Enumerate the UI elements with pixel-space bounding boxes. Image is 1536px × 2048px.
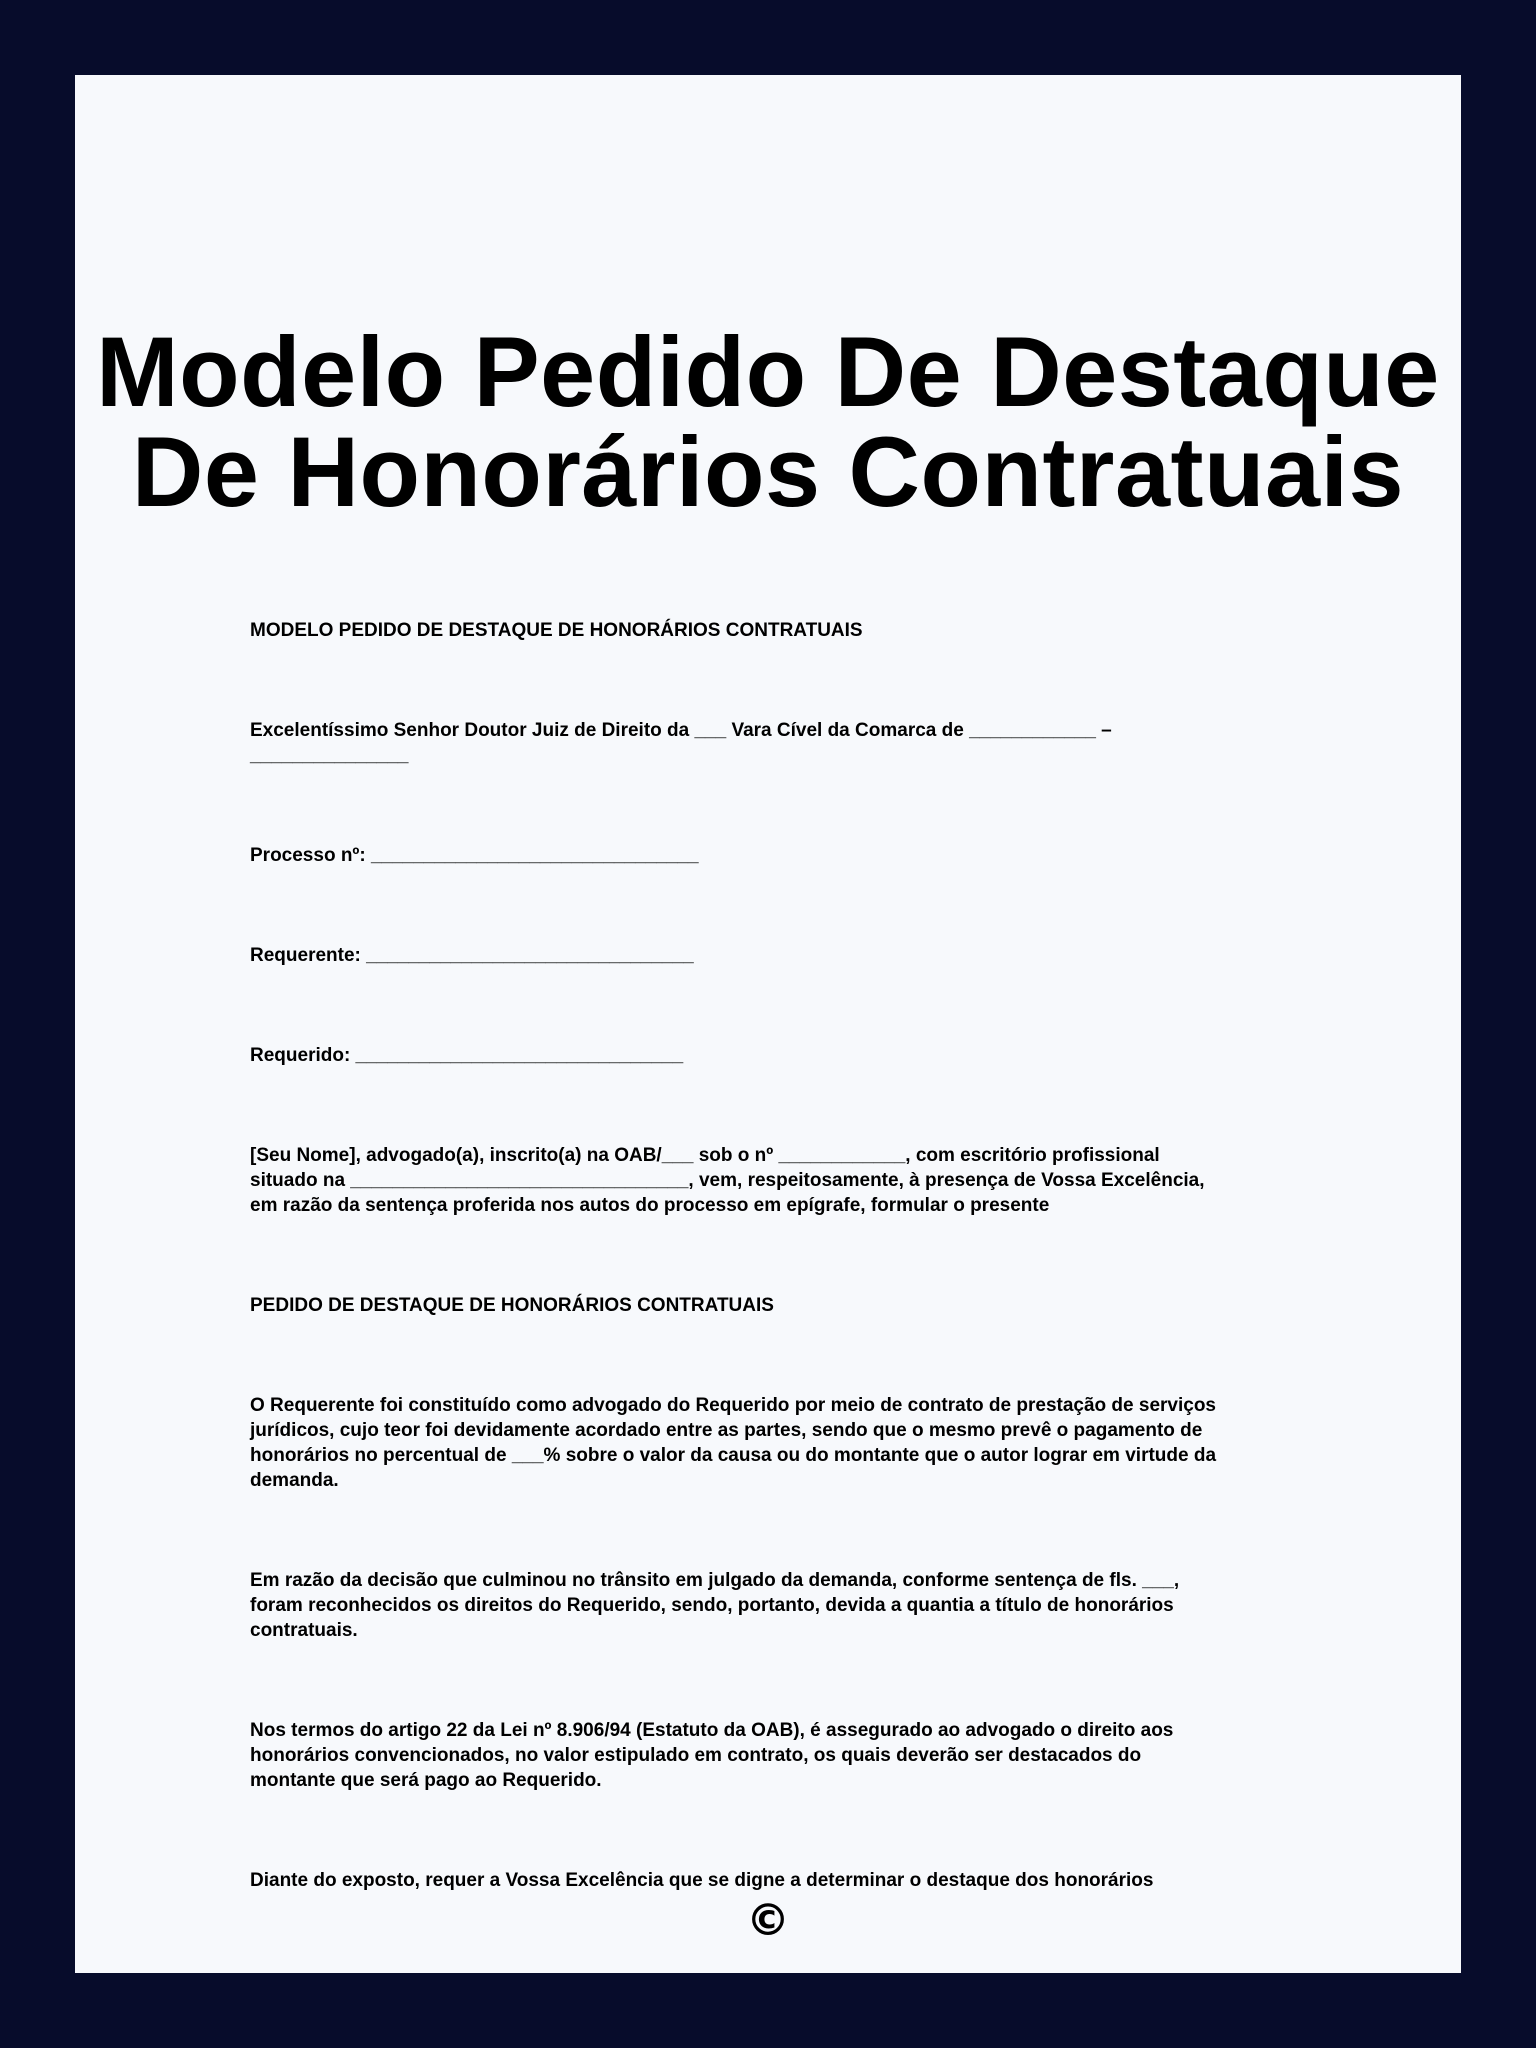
body-paragraph-3: Nos termos do artigo 22 da Lei nº 8.906/94 (Estatuto da OAB), é assegurado ao advogado o direito aos honorários convencionados, no valor estipulado em contrato, os quais deverão ser destacados do montante que será pago ao Requerido. <box>250 1720 1174 1791</box>
body-paragraph-1: O Requerente foi constituído como advogado do Requerido por meio de contrato de prestação de serviços jurídicos, cujo teor foi devidamente acordado entre as partes, sendo que o mesmo prevê o pagamento de honorários no percentual de ___% sobre o valor da causa ou do montante que o autor lograr em virtude da demanda. <box>250 1395 1217 1491</box>
requerido-field: Requerido: _______________________________ <box>250 1045 684 1066</box>
processo-field: Processo nº: _______________________________ <box>250 845 699 866</box>
requerente-field: Requerente: _______________________________ <box>250 945 694 966</box>
title-line-2: De Honorários Contratuais <box>131 416 1405 527</box>
body-paragraph-2: Em razão da decisão que culminou no trânsito em julgado da demanda, conforme sentença de fls. ___, foram reconhecidos os direitos do Requerido, sendo, portanto, devida a quantia a título de honorários contratuais. <box>250 1570 1180 1641</box>
title-line-1: Modelo Pedido De Destaque <box>96 316 1440 427</box>
addressee-paragraph: Excelentíssimo Senhor Doutor Juiz de Direito da ___ Vara Cível da Comarca de ____________ – _______________ <box>250 720 1112 766</box>
body-paragraph-4: Diante do exposto, requer a Vossa Excelência que se digne a determinar o destaque dos honorários <box>250 1870 1154 1891</box>
copyright-icon: © <box>746 1895 790 1946</box>
document-title <box>75 316 1461 527</box>
section-title: PEDIDO DE DESTAQUE DE HONORÁRIOS CONTRATUAIS <box>250 1295 774 1316</box>
document-heading: MODELO PEDIDO DE DESTAQUE DE HONORÁRIOS CONTRATUAIS <box>250 620 863 641</box>
document-body <box>250 618 1355 1893</box>
document-page <box>75 75 1461 1973</box>
intro-paragraph: [Seu Nome], advogado(a), inscrito(a) na OAB/___ sob o nº ____________, com escritório profissional situado na ________________________________, vem, respeitosamente, à presença de Vossa Excelência, em razão da sentença proferida nos autos do processo em epígrafe, formular o presente <box>250 1145 1205 1216</box>
